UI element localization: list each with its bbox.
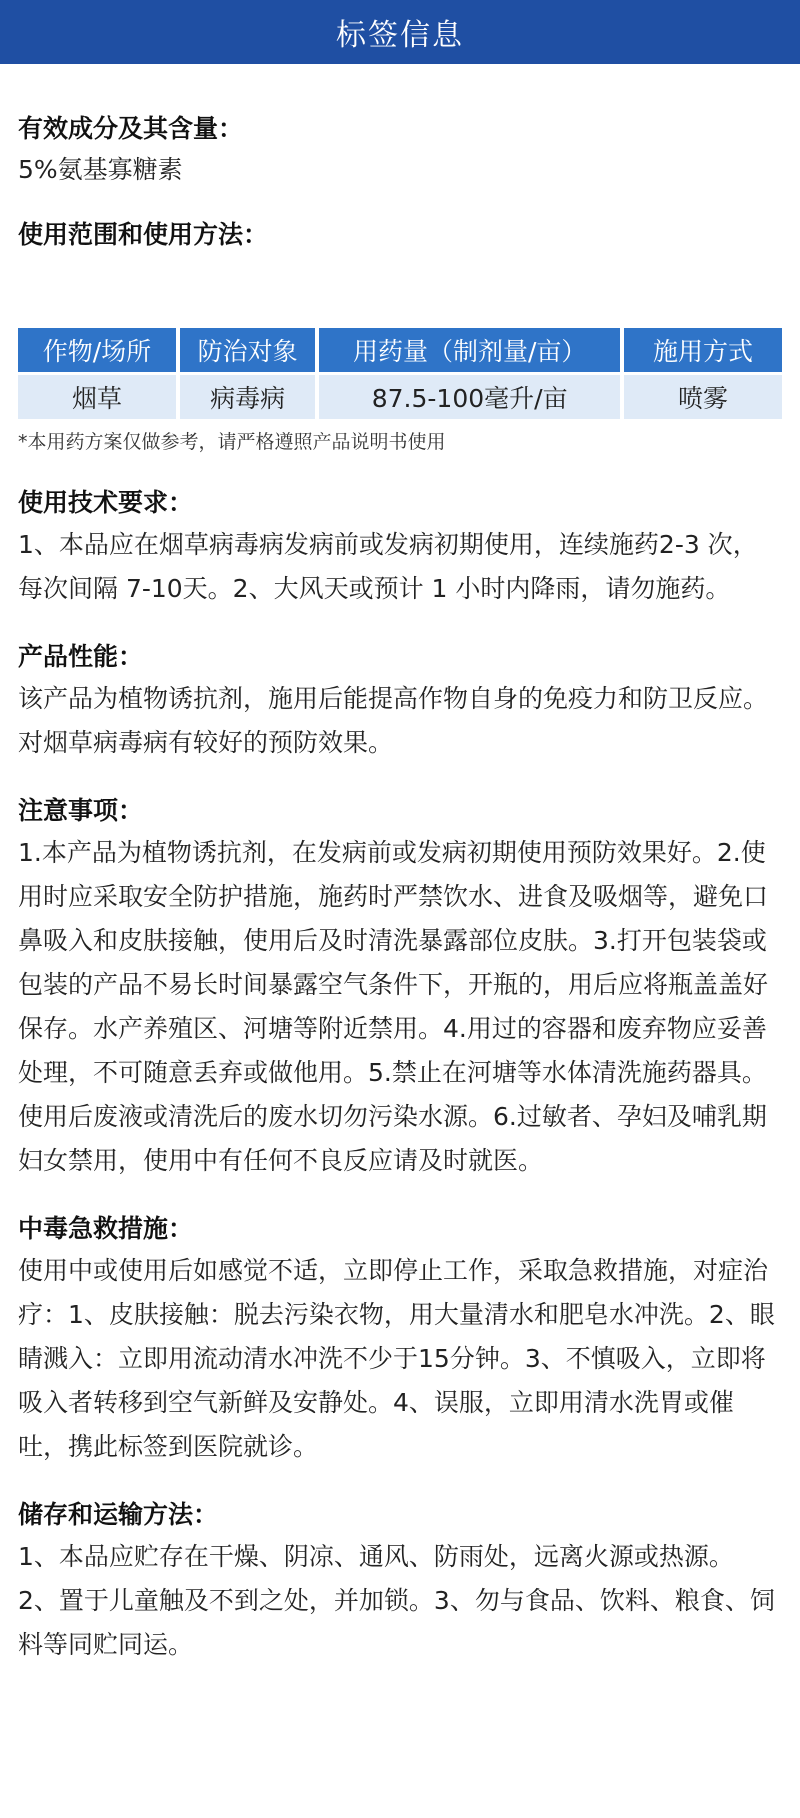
performance-section bbox=[18, 637, 782, 765]
table-cell-method: 喷雾 bbox=[624, 375, 782, 419]
usage-table bbox=[14, 328, 786, 419]
ingredients-title: 有效成分及其含量： bbox=[18, 114, 244, 143]
tech-section bbox=[18, 483, 782, 611]
tech-title: 使用技术要求： bbox=[18, 488, 194, 517]
performance-title: 产品性能： bbox=[18, 642, 144, 671]
table-cell-dosage: 87.5-100毫升/亩 bbox=[319, 375, 620, 419]
table-row bbox=[18, 375, 782, 419]
precautions-title: 注意事项： bbox=[18, 796, 144, 825]
label-content bbox=[0, 110, 800, 1667]
scope-section bbox=[18, 216, 782, 254]
column-header-method: 施用方式 bbox=[624, 328, 782, 375]
column-header-dosage: 用药量（制剂量/亩） bbox=[319, 328, 620, 375]
storage-section bbox=[18, 1495, 782, 1667]
first-aid-text: 使用中或使用后如感觉不适，立即停止工作，采取急救措施，对症治疗：1、皮肤接触：脱去污染衣物，用大量清水和肥皂水冲洗。2、眼睛溅入：立即用流动清水冲洗不少于15分钟。3、不慎吸入，立即将吸入者转移到空气新鲜及安静处。4、误服，立即用清水洗胃或催吐，携此标签到医院就诊。 bbox=[18, 1256, 775, 1461]
precautions-text: 1.本产品为植物诱抗剂，在发病前或发病初期使用预防效果好。2.使用时应采取安全防护措施，施药时严禁饮水、进食及吸烟等，避免口鼻吸入和皮肤接触，使用后及时清洗暴露部位皮肤。3.打开包装袋或包装的产品不易长时间暴露空气条件下，开瓶的，用后应将瓶盖盖好保存。水产养殖区、河塘等附近禁用。4.用过的容器和废弃物应妥善处理，不可随意丢弃或做他用。5.禁止在河塘等水体清洗施药器具。使用后废液或清洗后的废水切勿污染水源。6.过敏者、孕妇及哺乳期妇女禁用，使用中有任何不良反应请及时就医。 bbox=[18, 838, 769, 1175]
table-cell-crop: 烟草 bbox=[18, 375, 176, 419]
scope-title: 使用范围和使用方法： bbox=[18, 220, 269, 249]
first-aid-section bbox=[18, 1209, 782, 1469]
column-header-target: 防治对象 bbox=[180, 328, 315, 375]
performance-text: 该产品为植物诱抗剂，施用后能提高作物自身的免疫力和防卫反应。对烟草病毒病有较好的预防效果。 bbox=[18, 684, 769, 757]
ingredients-text: 5%氨基寡糖素 bbox=[18, 155, 183, 184]
first-aid-title: 中毒急救措施： bbox=[18, 1214, 194, 1243]
storage-title: 储存和运输方法： bbox=[18, 1500, 219, 1529]
precautions-section bbox=[18, 791, 782, 1183]
header-bar bbox=[0, 0, 800, 64]
tech-text: 1、本品应在烟草病毒病发病前或发病初期使用，连续施药2-3 次，每次间隔 7-10天。2、大风天或预计 1 小时内降雨，请勿施药。 bbox=[18, 530, 758, 603]
storage-text: 1、本品应贮存在干燥、阴凉、通风、防雨处，远离火源或热源。 2、置于儿童触及不到之处，并加锁。3、勿与食品、饮料、粮食、饲料等同贮同运。 bbox=[18, 1542, 775, 1659]
column-header-crop: 作物/场所 bbox=[18, 328, 176, 375]
ingredients-section bbox=[18, 110, 782, 192]
table-cell-target: 病毒病 bbox=[180, 375, 315, 419]
usage-note: *本用药方案仅做参考，请严格遵照产品说明书使用 bbox=[18, 431, 446, 453]
page-title: 标签信息 bbox=[336, 18, 464, 53]
table-header-row bbox=[18, 328, 782, 375]
